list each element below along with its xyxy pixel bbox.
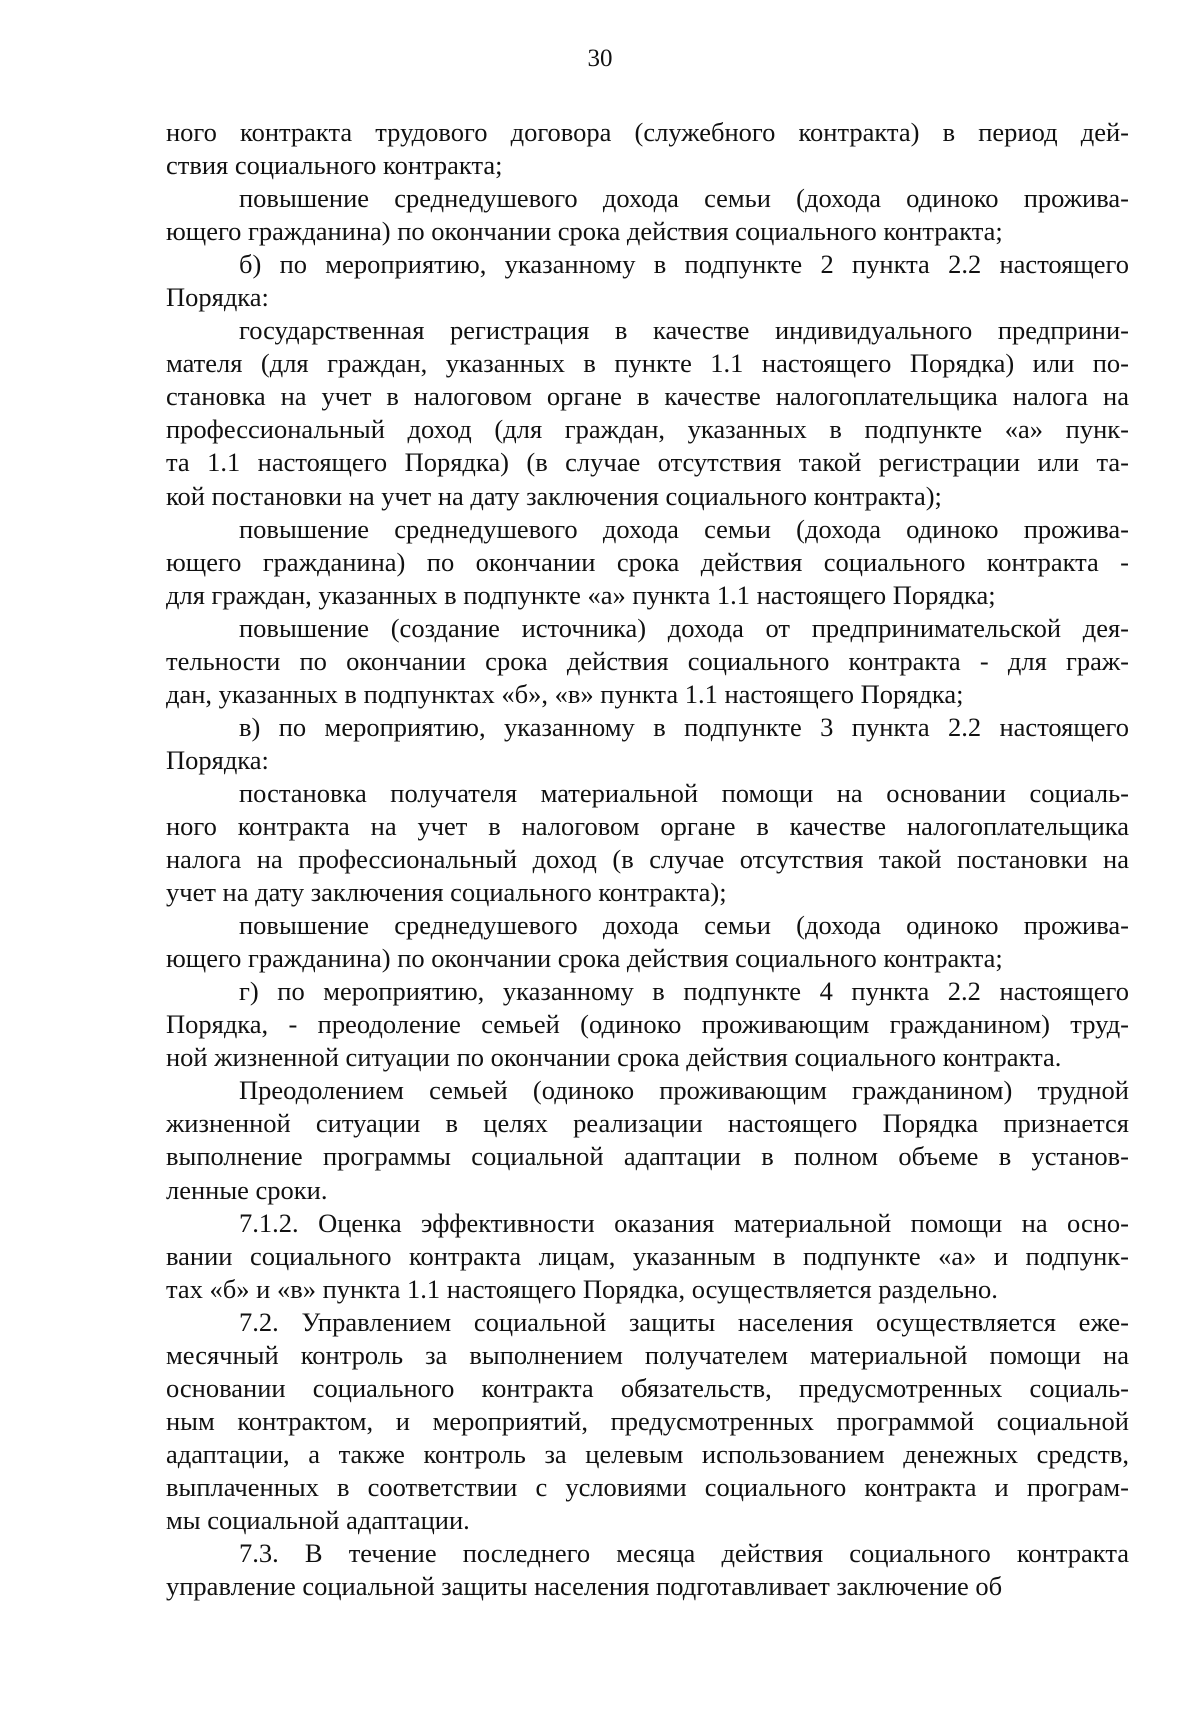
text-line: ющего гражданина) по окончании срока действия социального контракта; xyxy=(166,216,1003,247)
paragraph xyxy=(166,1207,1129,1306)
paragraph xyxy=(166,1537,1129,1603)
text-line: 7.2. Управлением социальной защиты населения осуществляется еже- xyxy=(239,1306,1129,1337)
text-line: тельности по окончании срока действия социального контракта - для граж- xyxy=(166,645,1129,676)
paragraph xyxy=(166,182,1129,248)
text-line: 7.3. В течение последнего месяца действия социального контракта xyxy=(239,1538,1129,1569)
paragraph xyxy=(166,909,1129,975)
text-line: выплаченных в соответствии с условиями социального контракта и програм- xyxy=(166,1471,1129,1502)
text-line: налога на профессиональный доход (в случае отсутствия такой постановки на xyxy=(166,844,1129,875)
text-line: мателя (для граждан, указанных в пункте 1.1 настоящего Порядка) или по- xyxy=(166,348,1129,379)
paragraph xyxy=(166,314,1129,512)
text-line: повышение среднедушевого дохода семьи (дохода одиноко прожива- xyxy=(239,183,1129,214)
paragraph xyxy=(166,711,1129,777)
text-line: ющего гражданина) по окончании срока действия социального контракта - xyxy=(166,546,1129,577)
paragraph xyxy=(166,513,1129,612)
text-line: Порядка: xyxy=(166,744,269,775)
text-line: становка на учет в налоговом органе в качестве налогоплательщика налога на xyxy=(166,381,1129,412)
text-line: постановка получателя материальной помощи на основании социаль- xyxy=(239,777,1129,808)
text-line: кой постановки на учет на дату заключения социального контракта); xyxy=(166,480,942,511)
text-line: для граждан, указанных в подпункте «а» пункта 1.1 настоящего Порядка; xyxy=(166,579,996,610)
text-line: государственная регистрация в качестве индивидуального предприни- xyxy=(239,315,1129,346)
paragraph xyxy=(166,1074,1129,1206)
text-line: 7.1.2. Оценка эффективности оказания материальной помощи на осно- xyxy=(239,1207,1129,1238)
text-line: адаптации, а также контроль за целевым использованием денежных средств, xyxy=(166,1438,1129,1469)
text-line: ленные сроки. xyxy=(166,1174,328,1205)
text-line: ного контракта трудового договора (служебного контракта) в период дей- xyxy=(166,117,1129,147)
text-line: жизненной ситуации в целях реализации настоящего Порядка признается xyxy=(166,1108,1129,1139)
paragraph xyxy=(166,1306,1129,1537)
paragraph xyxy=(166,248,1129,314)
text-line: учет на дату заключения социального контракта); xyxy=(166,877,727,908)
text-line: та 1.1 настоящего Порядка) (в случае отсутствия такой регистрации или та- xyxy=(166,447,1129,478)
text-line: Порядка: xyxy=(166,282,269,313)
page-number: 30 xyxy=(587,45,613,72)
text-line: повышение среднедушевого дохода семьи (дохода одиноко прожива- xyxy=(239,513,1129,544)
text-line: повышение среднедушевого дохода семьи (дохода одиноко прожива- xyxy=(239,910,1129,941)
text-line: в) по мероприятию, указанному в подпункте 3 пункта 2.2 настоящего xyxy=(239,711,1129,742)
text-line: ствия социального контракта; xyxy=(166,150,503,181)
paragraph xyxy=(166,612,1129,711)
paragraph xyxy=(166,116,1129,182)
text-line: дан, указанных в подпунктах «б», «в» пункта 1.1 настоящего Порядка; xyxy=(166,678,964,709)
text-line: мы социальной адаптации. xyxy=(166,1504,470,1535)
text-line: ного контракта на учет в налоговом органе в качестве налогоплательщика xyxy=(166,810,1129,841)
text-line: ной жизненной ситуации по окончании срока действия социального контракта. xyxy=(166,1042,1062,1073)
text-line: основании социального контракта обязательств, предусмотренных социаль- xyxy=(166,1372,1129,1403)
paragraph xyxy=(166,777,1129,909)
text-line: управление социальной защиты населения подготавливает заключение об xyxy=(166,1571,1003,1602)
text-line: выполнение программы социальной адаптации в полном объеме в установ- xyxy=(166,1141,1129,1172)
text-line: повышение (создание источника) дохода от предпринимательской дея- xyxy=(239,612,1129,643)
text-line: Порядка, - преодоление семьей (одиноко проживающим гражданином) труд- xyxy=(166,1009,1129,1040)
text-line: ным контрактом, и мероприятий, предусмотренных программой социальной xyxy=(166,1405,1129,1436)
text-line: месячный контроль за выполнением получателем материальной помощи на xyxy=(166,1339,1129,1370)
document-body xyxy=(166,116,1129,1603)
text-line: ющего гражданина) по окончании срока действия социального контракта; xyxy=(166,943,1003,974)
text-line: г) по мероприятию, указанному в подпункте 4 пункта 2.2 настоящего xyxy=(239,976,1129,1007)
paragraph xyxy=(166,975,1129,1074)
text-line: вании социального контракта лицам, указанным в подпункте «а» и подпунк- xyxy=(166,1240,1129,1271)
text-line: тах «б» и «в» пункта 1.1 настоящего Порядка, осуществляется раздельно. xyxy=(166,1273,998,1304)
text-line: профессиональный доход (для граждан, указанных в подпункте «а» пунк- xyxy=(166,414,1129,445)
text-line: б) по мероприятию, указанному в подпункте 2 пункта 2.2 настоящего xyxy=(239,249,1129,280)
text-line: Преодолением семьей (одиноко проживающим гражданином) трудной xyxy=(239,1075,1129,1106)
